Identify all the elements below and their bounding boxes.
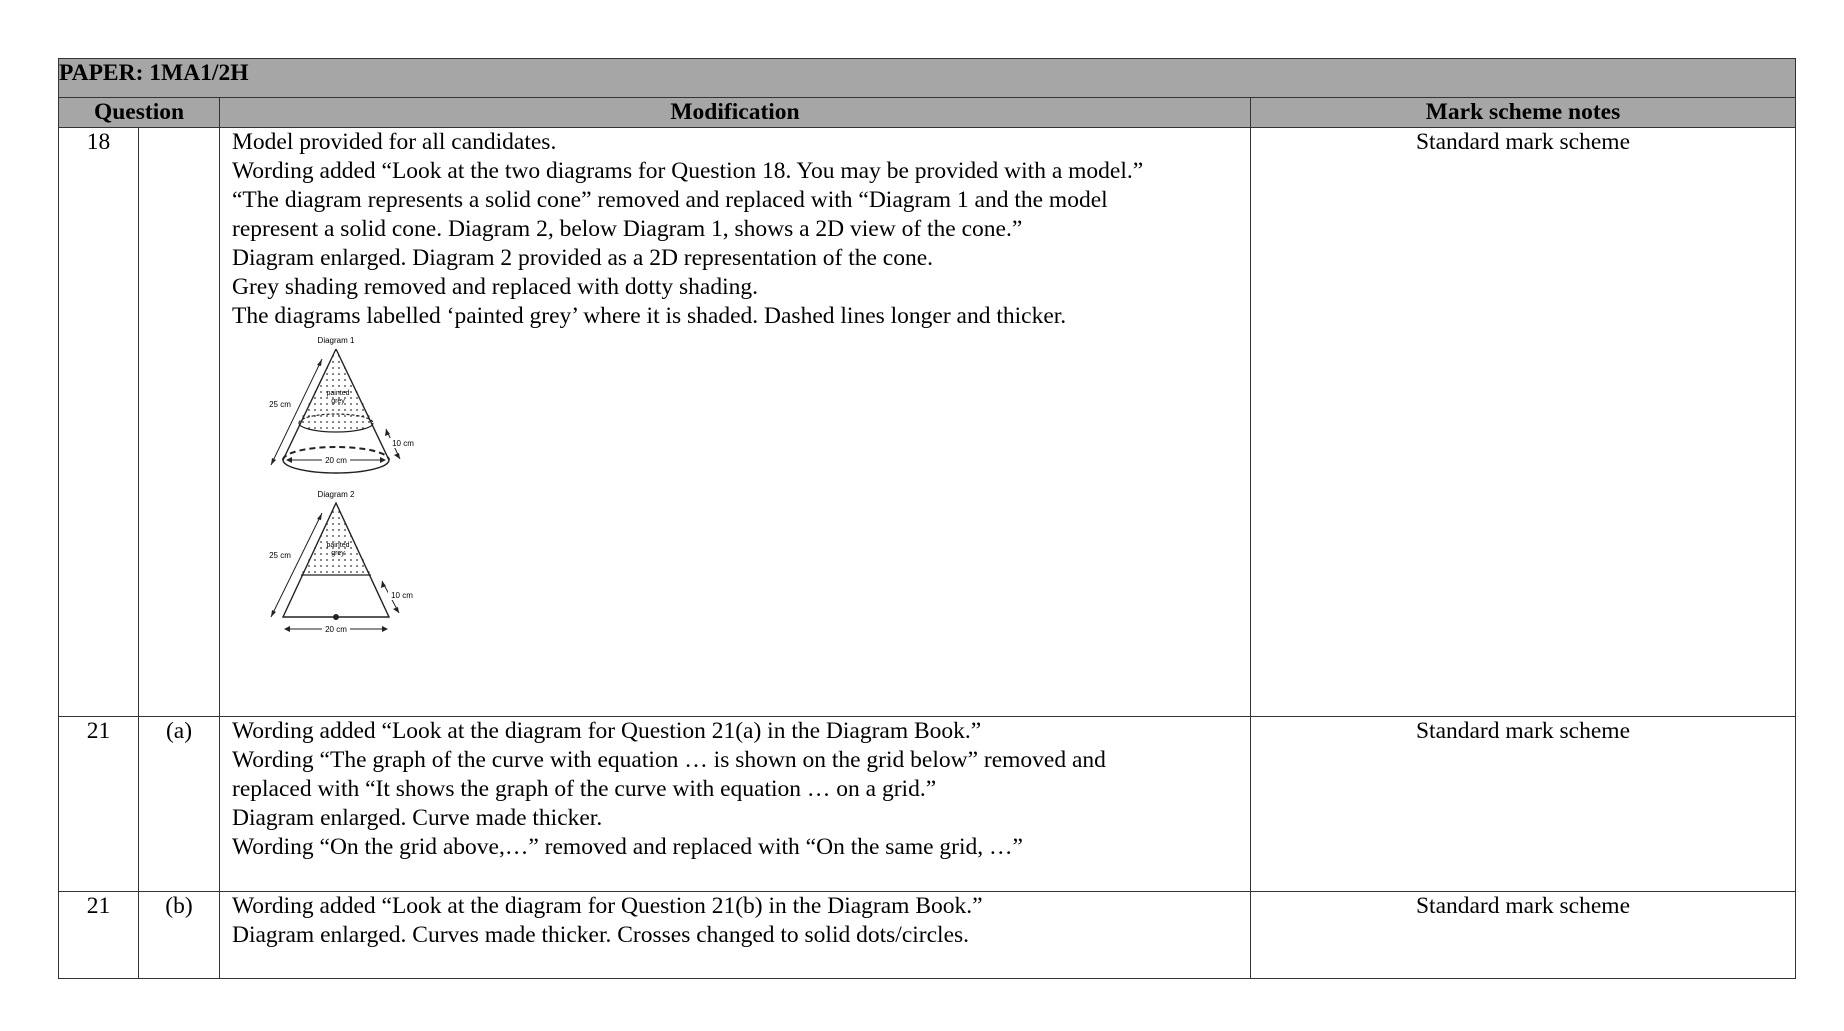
modification-header: Modification xyxy=(220,98,1251,128)
base-label: 20 cm xyxy=(325,625,347,634)
modification-cell xyxy=(220,717,1251,892)
question-part: (a) xyxy=(139,717,220,892)
modification-line: Grey shading removed and replaced with dotty shading. xyxy=(232,274,758,300)
modification-line: Wording added “Look at the diagram for Question 21(b) in the Diagram Book.” xyxy=(232,893,983,919)
grey-label: grey xyxy=(331,398,345,405)
question-number: 18 xyxy=(59,128,139,717)
painted-label: painted xyxy=(326,542,350,549)
notes-header: Mark scheme notes xyxy=(1251,98,1796,128)
mark-scheme-note: Standard mark scheme xyxy=(1251,892,1796,979)
paper-row xyxy=(59,59,1796,98)
mark-scheme-table xyxy=(58,58,1796,979)
question-number: 21 xyxy=(59,892,139,979)
modification-line: Diagram enlarged. Curves made thicker. Crosses changed to solid dots/circles. xyxy=(232,922,970,948)
mark-scheme-note: Standard mark scheme xyxy=(1251,717,1796,892)
table-row xyxy=(59,892,1796,979)
question-part xyxy=(139,128,220,717)
question-part: (b) xyxy=(139,892,220,979)
modification-line: Wording added “Look at the diagram for Question 21(a) in the Diagram Book.” xyxy=(232,718,982,744)
slant-label: 25 cm xyxy=(269,551,291,560)
table-row xyxy=(59,717,1796,892)
modification-line: Wording “The graph of the curve with equation … is shown on the grid below” removed and xyxy=(232,747,1106,773)
triangle-shaded-top xyxy=(301,503,371,575)
modification-line: Diagram enlarged. Diagram 2 provided as a 2D representation of the cone. xyxy=(232,245,934,271)
diagram-2-title: Diagram 2 xyxy=(317,490,355,499)
modification-line: Diagram enlarged. Curve made thicker. xyxy=(232,805,603,831)
question-header: Question xyxy=(59,98,220,128)
question-number: 21 xyxy=(59,717,139,892)
base-label: 20 cm xyxy=(325,456,347,465)
height-label: 10 cm xyxy=(392,439,414,448)
modification-line: Wording “On the grid above,…” removed and replaced with “On the same grid, …” xyxy=(232,834,1023,860)
modification-line: represent a solid cone. Diagram 2, below Diagram 1, shows a 2D view of the cone.” xyxy=(232,216,1023,242)
modification-line: Wording added “Look at the two diagrams for Question 18. You may be provided with a model.” xyxy=(232,158,1144,184)
modification-line: Model provided for all candidates. xyxy=(232,129,557,155)
modification-cell xyxy=(220,892,1251,979)
mark-scheme-note: Standard mark scheme xyxy=(1251,128,1796,717)
paper-title: PAPER: 1MA1/2H xyxy=(59,59,1796,98)
painted-label: painted xyxy=(326,390,350,397)
modification-line: The diagrams labelled ‘painted grey’ where it is shaded. Dashed lines longer and thicker. xyxy=(232,303,1067,329)
modification-line: “The diagram represents a solid cone” removed and replaced with “Diagram 1 and the model xyxy=(232,187,1108,213)
modification-cell xyxy=(220,128,1251,717)
table-row xyxy=(59,128,1796,717)
modification-line: replaced with “It shows the graph of the curve with equation … on a grid.” xyxy=(232,776,937,802)
slant-label: 25 cm xyxy=(269,400,291,409)
height-label: 10 cm xyxy=(391,591,413,600)
diagram-1-title: Diagram 1 xyxy=(317,336,355,345)
grey-label: grey xyxy=(331,550,345,557)
cone-diagrams xyxy=(264,335,444,687)
header-row xyxy=(59,98,1796,128)
